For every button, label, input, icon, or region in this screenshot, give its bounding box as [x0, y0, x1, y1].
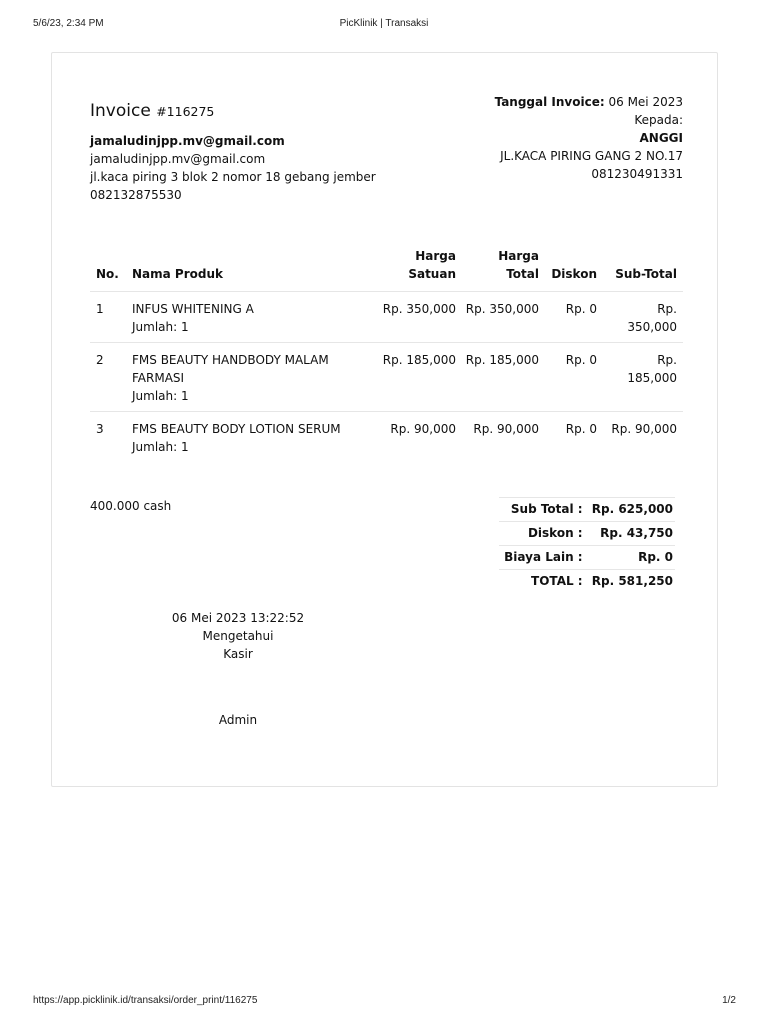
col-header-subtotal: Sub-Total: [601, 243, 683, 292]
col-header-name: Nama Produk: [128, 243, 377, 292]
row-total-price: Rp. 185,000: [460, 343, 543, 412]
table-row: [90, 412, 683, 463]
row-discount: Rp. 0: [565, 422, 597, 436]
items-table: [90, 243, 683, 462]
print-page-number: 1/2: [722, 995, 736, 1006]
recipient-info: [495, 93, 683, 183]
row-discount: Rp. 0: [543, 343, 601, 412]
row-product-qty: Jumlah: 1: [132, 389, 189, 403]
recipient-address: JL.KACA PIRING GANG 2 NO.17: [500, 149, 683, 163]
row-no: 3: [96, 422, 104, 436]
row-total-price: Rp. 90,000: [473, 422, 539, 436]
recipient-to-label: Kepada:: [634, 113, 683, 127]
row-product-name: INFUS WHITENING A: [132, 302, 254, 316]
col-header-unit-price: [377, 243, 460, 292]
row-product-qty: Jumlah: 1: [132, 440, 189, 454]
seller-email-bold: jamaludinjpp.mv@gmail.com: [90, 134, 285, 148]
row-product-qty: Jumlah: 1: [132, 320, 189, 334]
payment-note: 400.000 cash: [90, 499, 172, 513]
seller-email: jamaludinjpp.mv@gmail.com: [90, 152, 266, 166]
row-unit-price: Rp. 350,000: [377, 292, 460, 343]
other-fees-value: Rp. 0: [587, 546, 675, 570]
table-row: [90, 292, 683, 343]
totals-row-subtotal: [499, 498, 675, 522]
invoice-date-label: Tanggal Invoice:: [494, 95, 605, 109]
signature-role: Kasir: [223, 647, 253, 661]
recipient-name: ANGGI: [639, 131, 683, 145]
row-subtotal: Rp. 185,000: [601, 343, 683, 412]
row-unit-price: Rp. 90,000: [390, 422, 456, 436]
print-url: https://app.picklinik.id/transaksi/order_print/116275: [33, 995, 258, 1006]
row-subtotal: Rp. 350,000: [601, 292, 683, 343]
row-discount: Rp. 0: [543, 292, 601, 343]
row-product: [128, 412, 377, 463]
totals-row-grand-total: [499, 570, 675, 594]
grand-total-value: Rp. 581,250: [587, 570, 675, 594]
print-datetime: 5/6/23, 2:34 PM: [33, 18, 104, 29]
signature-block: [150, 609, 326, 663]
row-product: [128, 292, 377, 343]
seller-phone: 082132875530: [90, 188, 182, 202]
invoice-title: [90, 101, 214, 121]
row-unit-price: Rp. 185,000: [377, 343, 460, 412]
invoice-number: #116275: [156, 104, 215, 119]
invoice-title-label: Invoice: [90, 101, 151, 121]
grand-total-label: TOTAL :: [499, 570, 587, 594]
row-subtotal: Rp. 90,000: [611, 422, 677, 436]
seller-address: jl.kaca piring 3 blok 2 nomor 18 gebang jember: [90, 170, 376, 184]
discount-value: Rp. 43,750: [587, 522, 675, 546]
row-product: [128, 343, 377, 412]
col-header-no: No.: [90, 243, 128, 292]
row-no: 1: [90, 292, 128, 343]
discount-label: Diskon :: [499, 522, 587, 546]
recipient-phone: 081230491331: [591, 167, 683, 181]
table-row: [90, 343, 683, 412]
row-no: 2: [90, 343, 128, 412]
col-header-total-price: [460, 243, 543, 292]
signature-datetime: 06 Mei 2023 13:22:52: [171, 611, 305, 625]
seller-info: [90, 132, 376, 204]
other-fees-label: Biaya Lain :: [499, 546, 587, 570]
invoice-date-value: 06 Mei 2023: [608, 95, 683, 109]
invoice-card: [51, 52, 718, 787]
col-header-unit-price-l1: Harga: [415, 249, 456, 263]
subtotal-label: Sub Total :: [499, 498, 587, 522]
items-header-row: [90, 243, 683, 292]
row-product-name: FMS BEAUTY BODY LOTION SERUM: [132, 422, 341, 436]
signature-acknowledged: Mengetahui: [202, 629, 274, 643]
col-header-discount: Diskon: [543, 243, 601, 292]
totals-table: [499, 497, 675, 593]
totals-row-discount: [499, 522, 675, 546]
col-header-total-price-l2: Total: [506, 267, 539, 281]
invoice-date: [495, 93, 683, 111]
print-page-title: PicKlinik | Transaksi: [339, 18, 429, 29]
row-total-price: Rp. 350,000: [460, 292, 543, 343]
col-header-total-price-l1: Harga: [498, 249, 539, 263]
col-header-unit-price-l2: Satuan: [408, 267, 456, 281]
row-product-name: FMS BEAUTY HANDBODY MALAM FARMASI: [132, 353, 329, 385]
signature-name: Admin: [218, 713, 258, 727]
subtotal-value: Rp. 625,000: [587, 498, 675, 522]
totals-row-other-fees: [499, 546, 675, 570]
